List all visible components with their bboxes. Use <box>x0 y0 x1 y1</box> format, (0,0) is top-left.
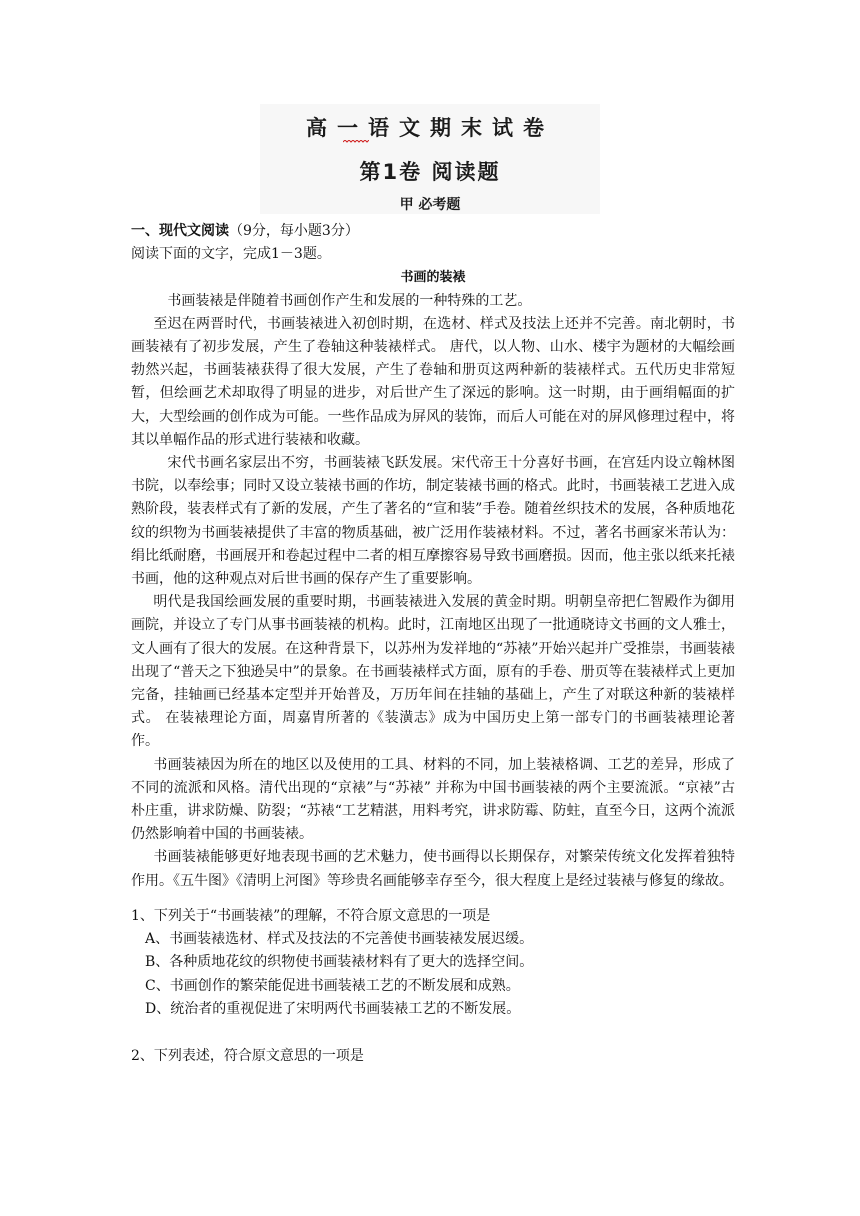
section-instruction: 阅读下面的文字，完成1－3题。 <box>131 246 331 263</box>
section-heading <box>131 220 735 243</box>
section-heading-main: 一、现代文阅读 <box>131 223 229 239</box>
article-paragraph: 书画装裱是伴随着书画创作产生和发展的一种特殊的工艺。 <box>167 292 532 309</box>
exam-title: 高一语文期末试卷 <box>306 116 554 140</box>
article-paragraph: 宋代书画名家层出不穷，书画装裱飞跃发展。宋代帝王十分喜好书画，在宫廷内设立翰林图书院，以奉绘事；同时又设立装裱书画的作坊，制定装裱书画的格式。此时，书画装裱工艺进入成熟阶段，装表样式有了新的发展，产生了著名的“宣和装”手卷。随着丝织技术的发展，各种质地花纹的织物为书画装裱提供了丰富的物质基础，被广泛用作装裱材料。不过，著名书画家米芾认为：绢比纸耐磨，书画展开和卷起过程中二者的相互摩擦容易导致书画磨损。因而，他主张以纸来托裱书画，他的这种观点对后世书画的保存产生了重要影响。 <box>131 455 735 588</box>
spellcheck-underline <box>343 140 369 144</box>
question-stem: 2、下列表述，符合原文意思的一项是 <box>131 1047 364 1064</box>
article-title: 书画的装裱 <box>400 270 466 286</box>
part-title: 甲 必考题 <box>399 197 461 213</box>
article-paragraph: 至迟在两晋时代，书画装裱进入初创时期，在选材、样式及技法上还并不完善。南北朝时，书画装裱有了初步发展，产生了卷轴这种装裱样式。 唐代，以人物、山水、楼宇为题材的大幅绘画勃然兴起，书画装裱获得了很大发展，产生了卷轴和册页这两种新的装裱样式。五代历史非常短暂，但绘画艺术却取得了明显的进步，对后世产生了深远的影响。这一时期，由于画绢幅面的扩大，大型绘画的创作成为可能。一些作品成为屏风的装饰，而后人可能在对的屏风修理过程中，将其以单幅作品的形式进行装裱和收藏。 <box>131 315 735 448</box>
question-option: A、书画装裱选材、样式及技法的不完善使书画装裱发展迟缓。 <box>145 931 534 948</box>
article-paragraph: 书画装裱能够更好地表现书画的艺术魅力，使书画得以长期保存，对繁荣传统文化发挥着独特作用。《五牛图》《清明上河图》等珍贵名画能够幸存至今，很大程度上是经过装裱与修复的缘故。 <box>131 849 735 889</box>
section-heading-note: （9分，每小题3分） <box>229 223 359 239</box>
article-paragraph: 明代是我国绘画发展的重要时期，书画装裱进入发展的黄金时期。明朝皇帝把仁智殿作为御用画院，并设立了专门从事书画装裱的机构。此时，江南地区出现了一批通晓诗文书画的文人雅士，文人画有了很大的发展。在这种背景下，以苏州为发祥地的“苏裱”开始兴起并广受推崇，书画装裱出现了“普天之下独逊吴中”的景象。在书画装裱样式方面，原有的手卷、册页等在装裱样式上更加完备，挂轴画已经基本定型并开始普及，万历年间在挂轴的基础上，产生了对联这种新的装裱样式。 在装裱理论方面，周嘉胄所著的《装潢志》成为中国历史上第一部专门的书画装裱理论著作。 <box>131 594 735 750</box>
question-option: D、统治者的重视促进了宋明两代书画装裱工艺的不断发展。 <box>145 1000 521 1017</box>
question-option: C、书画创作的繁荣能促进书画装裱工艺的不断发展和成熟。 <box>145 977 520 994</box>
document-body <box>131 220 735 1068</box>
article-paragraph: 书画装裱因为所在的地区以及使用的工具、材料的不同，加上装裱格调、工艺的差异，形成了不同的流派和风格。清代出现的“京裱”与“苏裱” 并称为中国书画装裱的两个主要流派。“京裱”古朴庄重，讲求防燥、防裂；“苏裱“工艺精湛，用料考究，讲求防霉、防蛀，直至今日，这两个流派仍然影响着中国的书画装裱。 <box>131 756 735 843</box>
question-option: B、各种质地花纹的织物使书画装裱材料有了更大的选择空间。 <box>145 954 534 971</box>
volume-title: 第1卷 阅读题 <box>359 160 501 184</box>
question-stem: 1、下列关于“书画装裱”的理解，不符合原文意思的一项是 <box>131 907 491 924</box>
